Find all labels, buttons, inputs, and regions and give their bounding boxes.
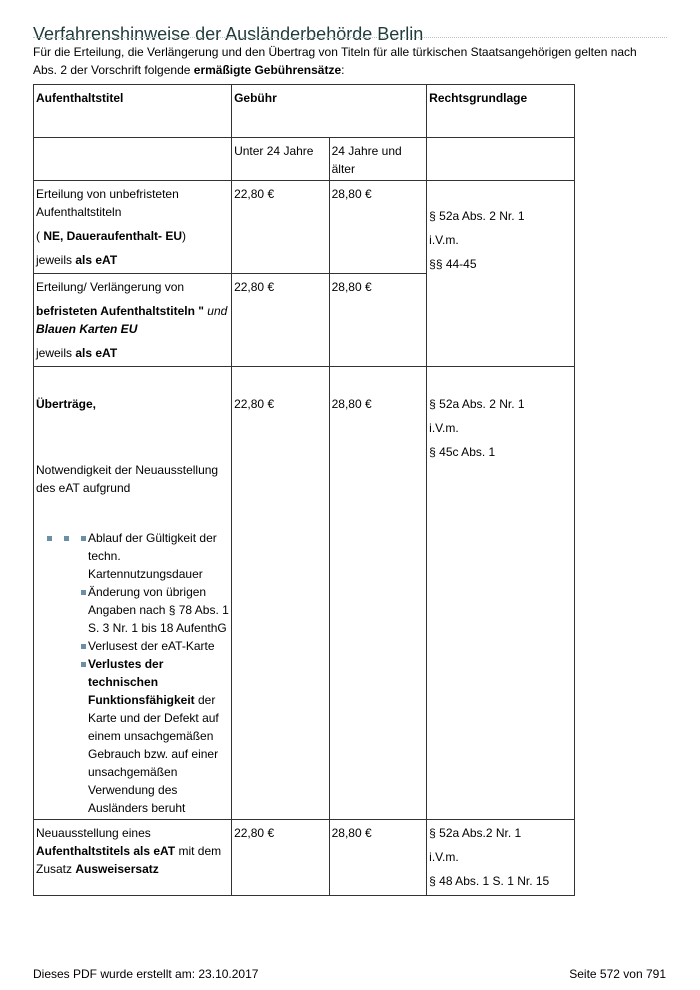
intro-text: Für die Erteilung, die Verlängerung und den Übertrag von Titeln für alle türkischen Staatsangehörigen gelten nach Abs. 2 der Vorschrift folgende <box>33 45 637 77</box>
row4-basis-cell: § 52a Abs.2 Nr. 1 i.V.m. § 48 Abs. 1 S. 1 Nr. 15 <box>427 820 575 896</box>
list-item: Verlustes der technischen Funktionsfähigkeit der Karte und der Defekt auf einem unsachgemäßen Gebrauch bzw. auf einer unsachgemäßen Verwendung des Ausländers beruht <box>36 655 229 817</box>
table-row <box>34 820 575 896</box>
row3-title-cell <box>34 367 232 820</box>
intro-suffix: : <box>341 63 345 77</box>
table-subheader-row <box>34 138 575 181</box>
footer-created-date: Dieses PDF wurde erstellt am: 23.10.2017 <box>33 967 259 981</box>
row4-fee-under24: 22,80 € <box>232 820 330 896</box>
footer-page-number: Seite 572 von 791 <box>569 967 666 981</box>
bullet-square-icon <box>81 662 86 667</box>
row3-fee-over24: 28,80 € <box>329 367 427 820</box>
row4-fee-over24: 28,80 € <box>329 820 427 896</box>
header-divider <box>33 37 667 38</box>
bullet-square-icon <box>81 644 86 649</box>
header-rechtsgrundlage: Rechtsgrundlage <box>427 85 575 138</box>
row3-basis-cell: § 52a Abs. 2 Nr. 1 i.V.m. § 45c Abs. 1 <box>427 367 575 820</box>
row3-title: Überträge, <box>36 397 97 411</box>
list-item: Ablauf der Gültigkeit der techn. Kartennutzungsdauer <box>36 529 229 583</box>
table-row <box>34 367 575 820</box>
table-header-row <box>34 85 575 138</box>
list-item: Änderung von übrigen Angaben nach § 78 Abs. 1 S. 3 Nr. 1 bis 18 AufenthG <box>36 583 229 637</box>
subheader-empty <box>34 138 232 181</box>
fee-table <box>33 84 575 896</box>
row2-title-cell: Erteilung/ Verlängerung von befristeten Aufenthaltstiteln " und Blauen Karten EU jeweils als eAT <box>34 274 232 367</box>
list-item: Verlusest der eAT-Karte <box>36 637 229 655</box>
page-title: Verfahrenshinweise der Ausländerbehörde Berlin <box>33 24 424 45</box>
bullet-square-icon <box>81 590 86 595</box>
intro-bold: ermäßigte Gebührensätze <box>193 63 342 77</box>
row1-fee-over24: 28,80 € <box>329 181 427 274</box>
row1-title-cell: Erteilung von unbefristeten Aufenthaltstiteln ( NE, Daueraufenthalt- EU) jeweils als eAT <box>34 181 232 274</box>
row1-fee-under24: 22,80 € <box>232 181 330 274</box>
bullet-square-icon <box>81 536 86 541</box>
subheader-empty-2 <box>427 138 575 181</box>
row3-need: Notwendigkeit der Neuausstellung des eAT aufgrund <box>36 463 219 495</box>
subheader-under24: Unter 24 Jahre <box>232 138 330 181</box>
subheader-over24: 24 Jahre und älter <box>329 138 427 181</box>
header-gebuehr: Gebühr <box>232 85 427 138</box>
row4-title-cell: Neuausstellung eines Aufenthaltstitels als eAT mit dem Zusatz Ausweisersatz <box>34 820 232 896</box>
intro-paragraph <box>33 43 663 79</box>
row1-basis-cell: § 52a Abs. 2 Nr. 1 i.V.m. §§ 44-45 <box>427 181 575 367</box>
row2-fee-over24: 28,80 € <box>329 274 427 367</box>
header-aufenthaltstitel: Aufenthaltstitel <box>34 85 232 138</box>
row2-fee-under24: 22,80 € <box>232 274 330 367</box>
row3-fee-under24: 22,80 € <box>232 367 330 820</box>
row3-bullet-list <box>36 529 229 817</box>
bullet-square-icon <box>64 536 69 541</box>
table-row <box>34 181 575 274</box>
bullet-square-icon <box>47 536 52 541</box>
